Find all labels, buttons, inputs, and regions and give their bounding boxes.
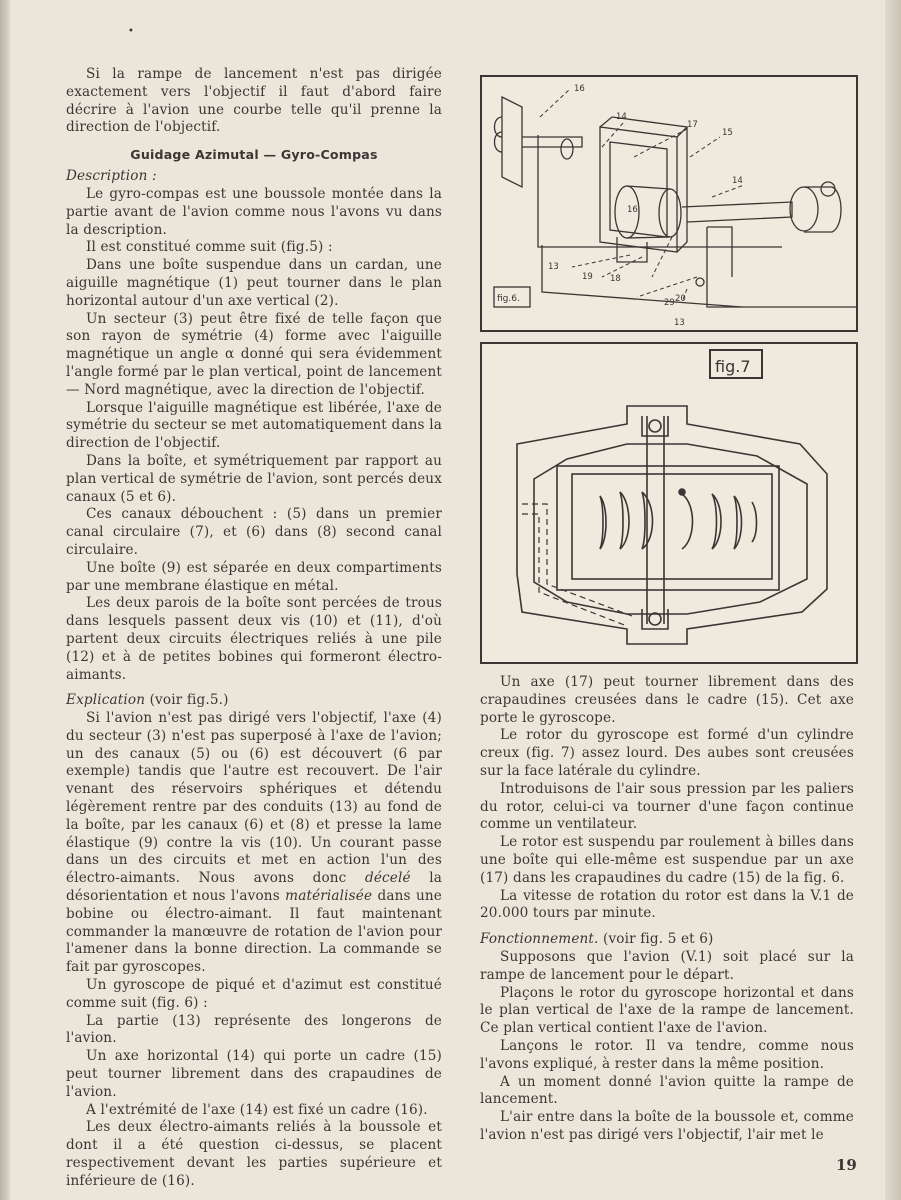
body-paragraph: La vitesse de rotation du rotor est dans la V.1 de 20.000 tours par minute. (480, 887, 854, 922)
callout-label: 14 (616, 112, 627, 122)
explication-text: dans une bobine ou électro-aimant. Il faut maintenant commander la manœuvre de rotation de l'avion pour l'amener dans la bonne direction. La commande se fait par gyroscopes. (66, 888, 442, 976)
explication-paragraph: Les deux électro-aimants reliés à la boussole et dont il a été question ci-dessus, se placent respectivement devant les parties supérieure et inférieure de (16). (66, 1119, 442, 1189)
callout-label: 29 (664, 298, 675, 308)
explication-paragraph: Un axe horizontal (14) qui porte un cadre (15) peut tourner librement dans des crapaudines de l'avion. (66, 1048, 442, 1100)
callout-label: 13 (674, 318, 685, 328)
explication-text: la désorientation et nous l'avons (66, 870, 442, 905)
fonctionnement-title: Fonctionnement. (480, 931, 599, 948)
body-paragraph: Un axe (17) peut tourner librement dans des crapaudines creusées dans le cadre (15). Cet axe porte le gyroscope. (480, 674, 854, 726)
intro-paragraph: Si la rampe de lancement n'est pas dirigée exactement vers l'objectif il faut d'abord faire décrire à l'avion une courbe telle qu'il prenne la direction de l'objectif. (66, 66, 442, 136)
explication-paragraph (66, 710, 442, 977)
callout-label: 15 (722, 128, 733, 138)
callout-label: 16 (574, 84, 585, 94)
figure-6 (480, 75, 858, 332)
section-heading: Guidage Azimutal — Gyro-Compas (130, 147, 378, 163)
description-title: Description : (66, 168, 157, 185)
body-paragraph: Lançons le rotor. Il va tendre, comme nous l'avons expliqué, à rester dans la même position. (480, 1037, 854, 1072)
callout-label: 19 (582, 272, 593, 282)
emphasis-text: décelé (364, 870, 411, 887)
callout-label: 14 (732, 176, 743, 186)
right-column (480, 674, 854, 1145)
explication-title: Explication (66, 692, 146, 709)
figure-6-label: fig.6. (497, 294, 520, 304)
description-paragraph: Le gyro-compas est une boussole montée dans la partie avant de l'avion comme nous l'avons vu dans la description. (66, 185, 442, 238)
description-paragraph: Un secteur (3) peut être fixé de telle façon que son rayon de symétrie (4) forme avec l'aiguille magnétique un angle α donné qui sera évidemment l'angle formé par le plan vertical, point de lancement — Nord magnétique, avec la direction de l'objectif. (66, 310, 442, 398)
fonctionnement-ref: (voir fig. 5 et 6) (603, 931, 714, 948)
description-paragraph: Ces canaux débouchent : (5) dans un premier canal circulaire (7), et (6) dans (8) second canal circulaire. (66, 506, 442, 558)
description-paragraph: Les deux parois de la boîte sont percées de trous dans lesquels passent deux vis (10) et (11), d'où partent deux circuits électriques reliés à une pile (12) et à de petites bobines qui formeront électro-aimants. (66, 595, 442, 683)
fonctionnement-title-line (480, 931, 854, 949)
left-column (66, 66, 442, 1191)
page-number: 19 (836, 1156, 857, 1174)
callout-label: 17 (687, 120, 698, 130)
emphasis-text: matérialisée (285, 888, 373, 905)
explication-paragraph: Un gyroscope de piqué et d'azimut est constitué comme suit (fig. 6) : (66, 977, 442, 1011)
print-mark: • (128, 26, 134, 37)
body-paragraph: Introduisons de l'air sous pression par les paliers du rotor, celui-ci va tourner d'une façon continue comme un ventilateur. (480, 780, 854, 833)
description-paragraph: Dans la boîte, et symétriquement par rapport au plan vertical de symétrie de l'avion, sont percés deux canaux (5 et 6). (66, 452, 443, 505)
binding-fold (885, 0, 901, 1200)
description-paragraph: Il est constitué comme suit (fig.5) : (86, 239, 333, 256)
callout-label: 16 (627, 205, 638, 215)
callout-label: 18 (610, 274, 621, 284)
description-paragraph: Une boîte (9) est séparée en deux compartiments par une membrane élastique en métal. (66, 559, 442, 594)
body-paragraph: Supposons que l'avion (V.1) soit placé sur la rampe de lancement pour le départ. (480, 948, 854, 983)
page-edge (0, 0, 10, 1200)
description-paragraph: Dans une boîte suspendue dans un cardan, une aiguille magnétique (1) peut tourner dans le plan horizontal autour d'un axe vertical (2). (66, 257, 442, 309)
figure-7 (480, 342, 858, 664)
body-paragraph: Le rotor est suspendu par roulement à billes dans une boîte qui elle-même est suspendue par un axe (17) dans les crapaudines du cadre (15) de la fig. 6. (480, 834, 854, 886)
callout-label: 13 (548, 262, 559, 272)
explication-ref: (voir fig.5.) (149, 692, 229, 709)
body-paragraph: Le rotor du gyroscope est formé d'un cylindre creux (fig. 7) assez lourd. Des aubes sont creusées sur la face latérale du cylindre. (480, 727, 854, 779)
callout-label: 20 (675, 294, 686, 304)
figure-7-drawing (482, 344, 856, 662)
figure-6-drawing (482, 77, 856, 330)
body-paragraph: A un moment donné l'avion quitte la rampe de lancement. (480, 1073, 854, 1108)
explication-paragraph: La partie (13) représente des longerons de l'avion. (66, 1012, 442, 1047)
figure-7-label: fig.7 (715, 357, 751, 376)
explication-paragraph: A l'extrémité de l'axe (14) est fixé un cadre (16). (86, 1101, 428, 1118)
body-paragraph: L'air entre dans la boîte de la boussole et, comme l'avion n'est pas dirigé vers l'objectif, l'air met le (480, 1109, 854, 1143)
explication-text: Si l'avion n'est pas dirigé vers l'objectif, l'axe (4) du secteur (3) n'est pas superposé à l'axe de l'avion; un des canaux (5) ou (6) est découvert (6 par exemple) tandis que l'autre est recouvert. De l'air venant des réservoirs sphériques et détendu légèrement rentre par des conduits (13) au fond de la boîte, par les canaux (6) et (8) et presse la lame élastique (9) contre la vis (10). Un courant passe dans un des circuits et met en action l'un des électro-aimants. Nous avons donc (66, 710, 442, 887)
description-paragraph: Lorsque l'aiguille magnétique est libérée, l'axe de symétrie du secteur se met automatiquement dans la direction de l'objectif. (66, 399, 442, 452)
body-paragraph: Plaçons le rotor du gyroscope horizontal et dans le plan vertical de l'axe de la rampe de lancement. Ce plan vertical contient l'axe de l'avion. (480, 984, 854, 1037)
explication-title-line (66, 692, 442, 710)
